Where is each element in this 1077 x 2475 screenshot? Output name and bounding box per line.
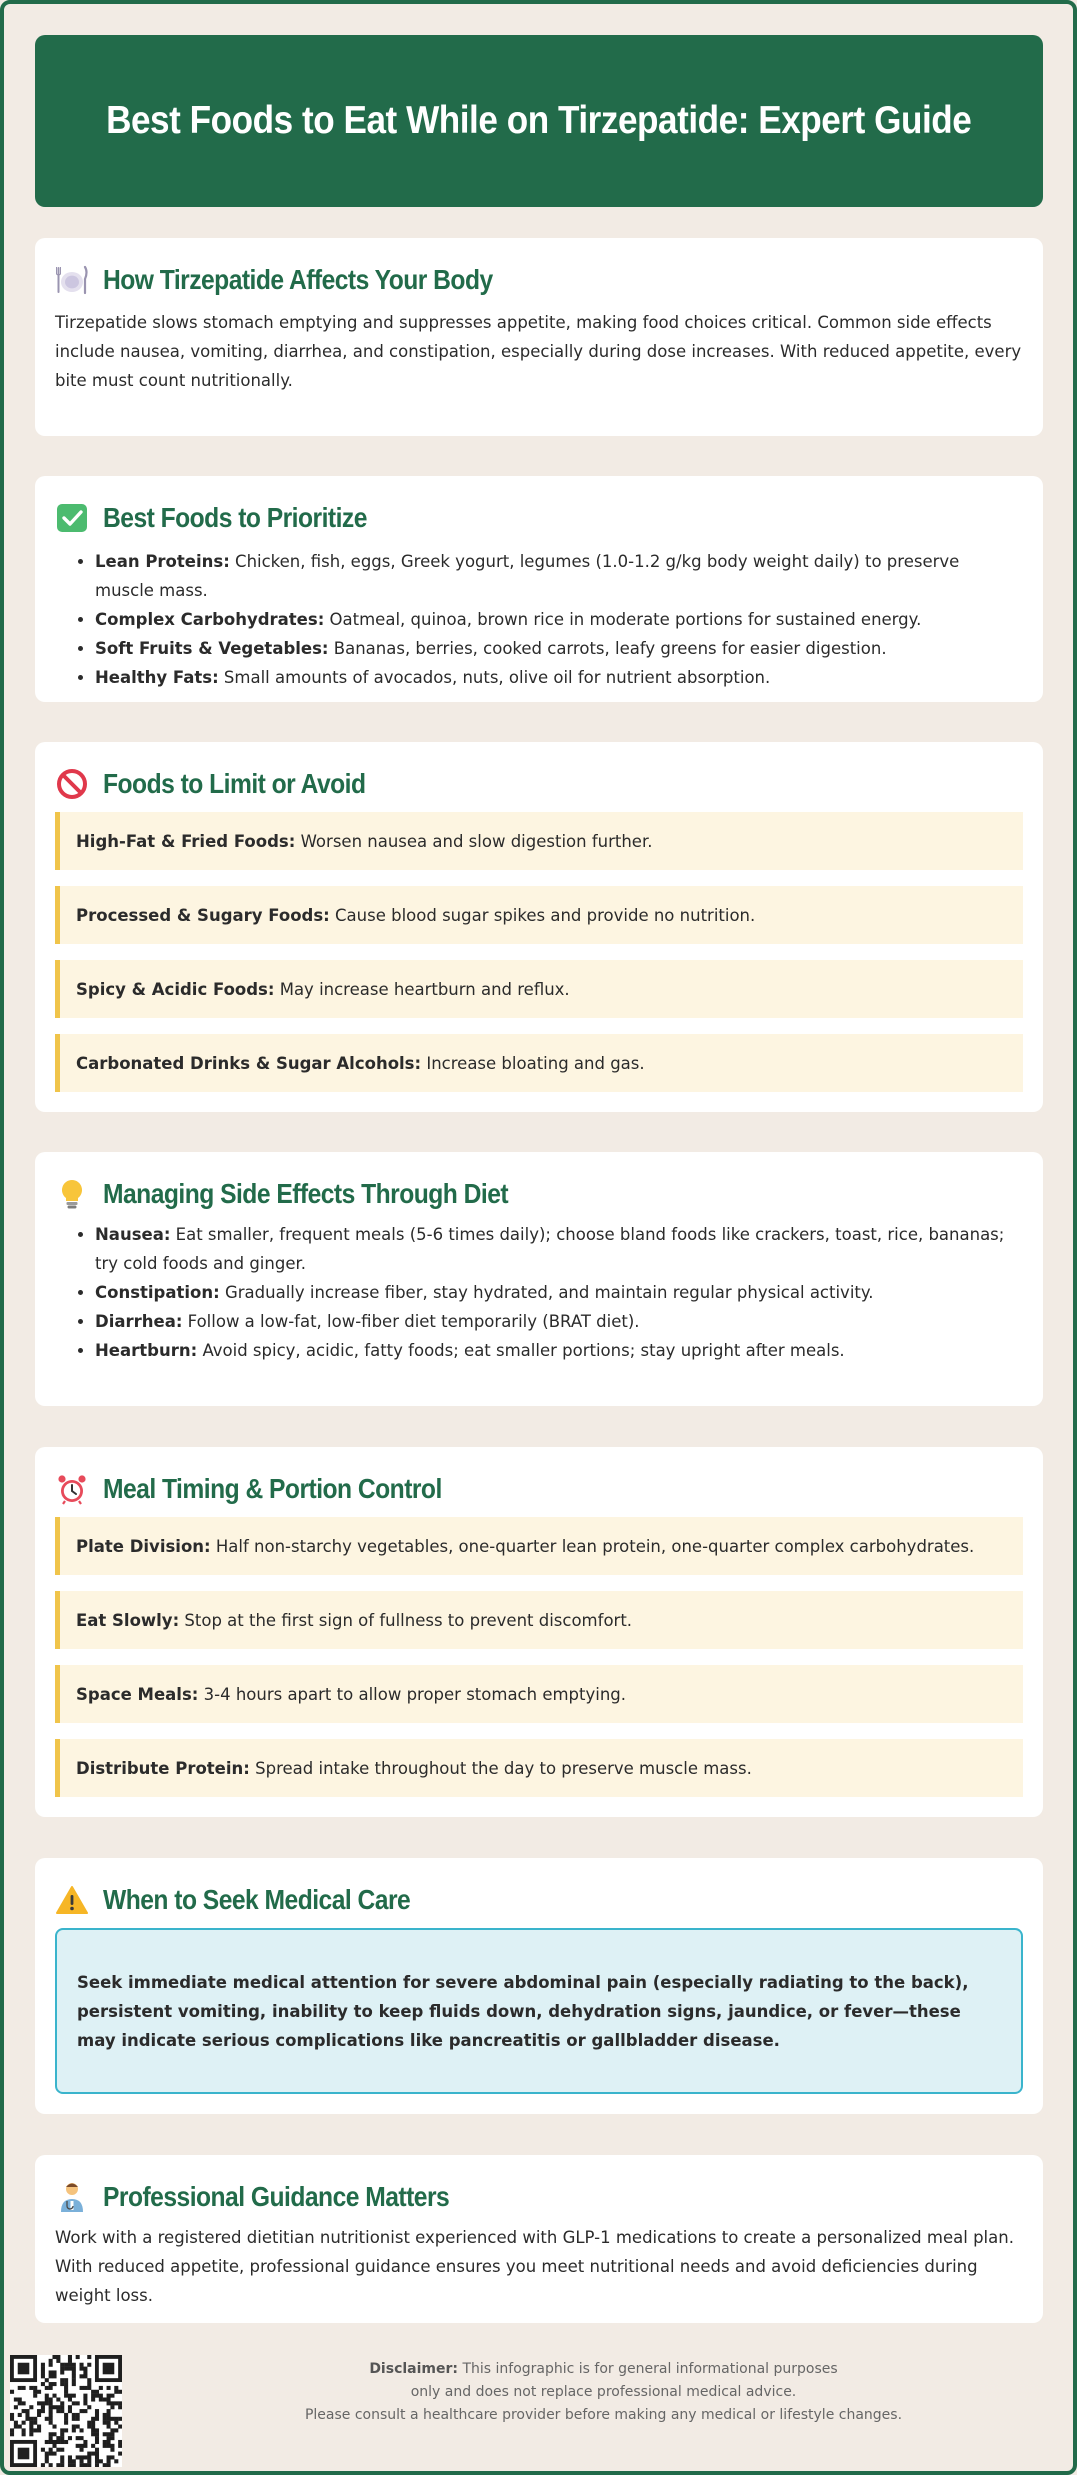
note-item: High-Fat & Fried Foods: Worsen nausea and slow digestion further.	[55, 812, 1023, 870]
card-how-it-affects	[35, 238, 1043, 436]
card-header	[55, 1174, 563, 1214]
note-item: Plate Division: Half non-starchy vegetables, one-quarter lean protein, one-quarter complex carbohydrates.	[55, 1517, 1023, 1575]
disclaimer-label: Disclaimer:	[369, 2361, 458, 2377]
page-header	[35, 35, 1043, 207]
list-item: • Nausea: Eat smaller, frequent meals (5-6 times daily); choose bland foods like crackers, toast, rice, bananas; try cold foods and ginger.	[95, 1220, 1023, 1278]
list-item: • Heartburn: Avoid spicy, acidic, fatty foods; eat smaller portions; stay upright after meals.	[95, 1336, 1023, 1365]
medical-alert-box	[55, 1928, 1023, 2094]
section-body: Tirzepatide slows stomach emptying and suppresses appetite, making food choices critical. Common side effects include nausea, vomiting, diarrhea, and constipation, especially during dose increases. With reduced appetite, every bite must count nutritionally.	[55, 313, 1022, 390]
section-title: Meal Timing & Portion Control	[103, 1473, 442, 1504]
card-header	[55, 1880, 452, 1920]
card-foods-avoid	[35, 742, 1043, 1112]
list-item: • Complex Carbohydrates: Oatmeal, quinoa, brown rice in moderate portions for sustained energy.	[95, 605, 1023, 634]
card-header	[55, 1469, 488, 1509]
section-title: Professional Guidance Matters	[103, 2181, 450, 2212]
section-title: Foods to Limit or Avoid	[103, 768, 366, 799]
card-header	[55, 260, 546, 300]
list-item: • Diarrhea: Follow a low-fat, low-fiber diet temporarily (BRAT diet).	[95, 1307, 1023, 1336]
card-header	[55, 2177, 496, 2217]
light-bulb-icon	[55, 1177, 89, 1211]
side-effects-list	[55, 1220, 1023, 1365]
prohibited-icon	[55, 767, 89, 801]
card-best-foods	[35, 476, 1043, 702]
alarm-clock-icon	[55, 1472, 89, 1506]
note-item: Eat Slowly: Stop at the first sign of fullness to prevent discomfort.	[55, 1591, 1023, 1649]
card-side-effects	[35, 1152, 1043, 1406]
section-title: When to Seek Medical Care	[103, 1884, 411, 1915]
disclaimer-line: Please consult a healthcare provider before making any medical or lifestyle changes.	[304, 2407, 903, 2423]
disclaimer-line: only and does not replace professional medical advice.	[410, 2384, 797, 2400]
list-item: • Lean Proteins: Chicken, fish, eggs, Greek yogurt, legumes (1.0-1.2 g/kg body weight daily) to preserve muscle mass.	[95, 547, 1023, 605]
list-item: • Constipation: Gradually increase fiber, stay hydrated, and maintain regular physical activity.	[95, 1278, 1023, 1307]
plate-cutlery-icon	[55, 263, 89, 297]
section-title: Managing Side Effects Through Diet	[103, 1178, 509, 1209]
footer-disclaimer	[130, 2358, 1077, 2427]
qr-code-icon	[10, 2355, 122, 2467]
card-meal-timing	[35, 1447, 1043, 1817]
note-item: Spicy & Acidic Foods: May increase heartburn and reflux.	[55, 960, 1023, 1018]
warning-icon	[55, 1883, 89, 1917]
card-header	[55, 764, 401, 804]
best-foods-list	[55, 547, 1023, 692]
section-title: Best Foods to Prioritize	[103, 502, 367, 533]
section-title: How Tirzepatide Affects Your Body	[103, 264, 493, 295]
card-medical-care	[35, 1858, 1043, 2114]
page-title: Best Foods to Eat While on Tirzepatide: Expert Guide	[106, 99, 972, 142]
alert-text: Seek immediate medical attention for severe abdominal pain (especially radiating to the back), persistent vomiting, inability to keep fluids down, dehydration signs, jaundice, or fever—these may indicate serious complications like pancreatitis or gallbladder disease.	[77, 1972, 969, 2050]
check-mark-icon	[55, 501, 89, 535]
card-professional-guidance	[35, 2155, 1043, 2323]
list-item: • Soft Fruits & Vegetables: Bananas, berries, cooked carrots, leafy greens for easier digestion.	[95, 634, 1023, 663]
list-item: • Healthy Fats: Small amounts of avocados, nuts, olive oil for nutrient absorption.	[95, 663, 1023, 692]
card-header	[55, 498, 403, 538]
disclaimer-line: Disclaimer: This infographic is for general informational purposes	[369, 2361, 838, 2377]
health-worker-icon	[55, 2180, 89, 2214]
note-item: Carbonated Drinks & Sugar Alcohols: Increase bloating and gas.	[55, 1034, 1023, 1092]
note-item: Distribute Protein: Spread intake throughout the day to preserve muscle mass.	[55, 1739, 1023, 1797]
section-body: Work with a registered dietitian nutritionist experienced with GLP-1 medications to create a personalized meal plan. With reduced appetite, professional guidance ensures you meet nutritional needs and avoid deficiencies during weight loss.	[55, 2228, 1014, 2305]
note-item: Space Meals: 3-4 hours apart to allow proper stomach emptying.	[55, 1665, 1023, 1723]
note-item: Processed & Sugary Foods: Cause blood sugar spikes and provide no nutrition.	[55, 886, 1023, 944]
